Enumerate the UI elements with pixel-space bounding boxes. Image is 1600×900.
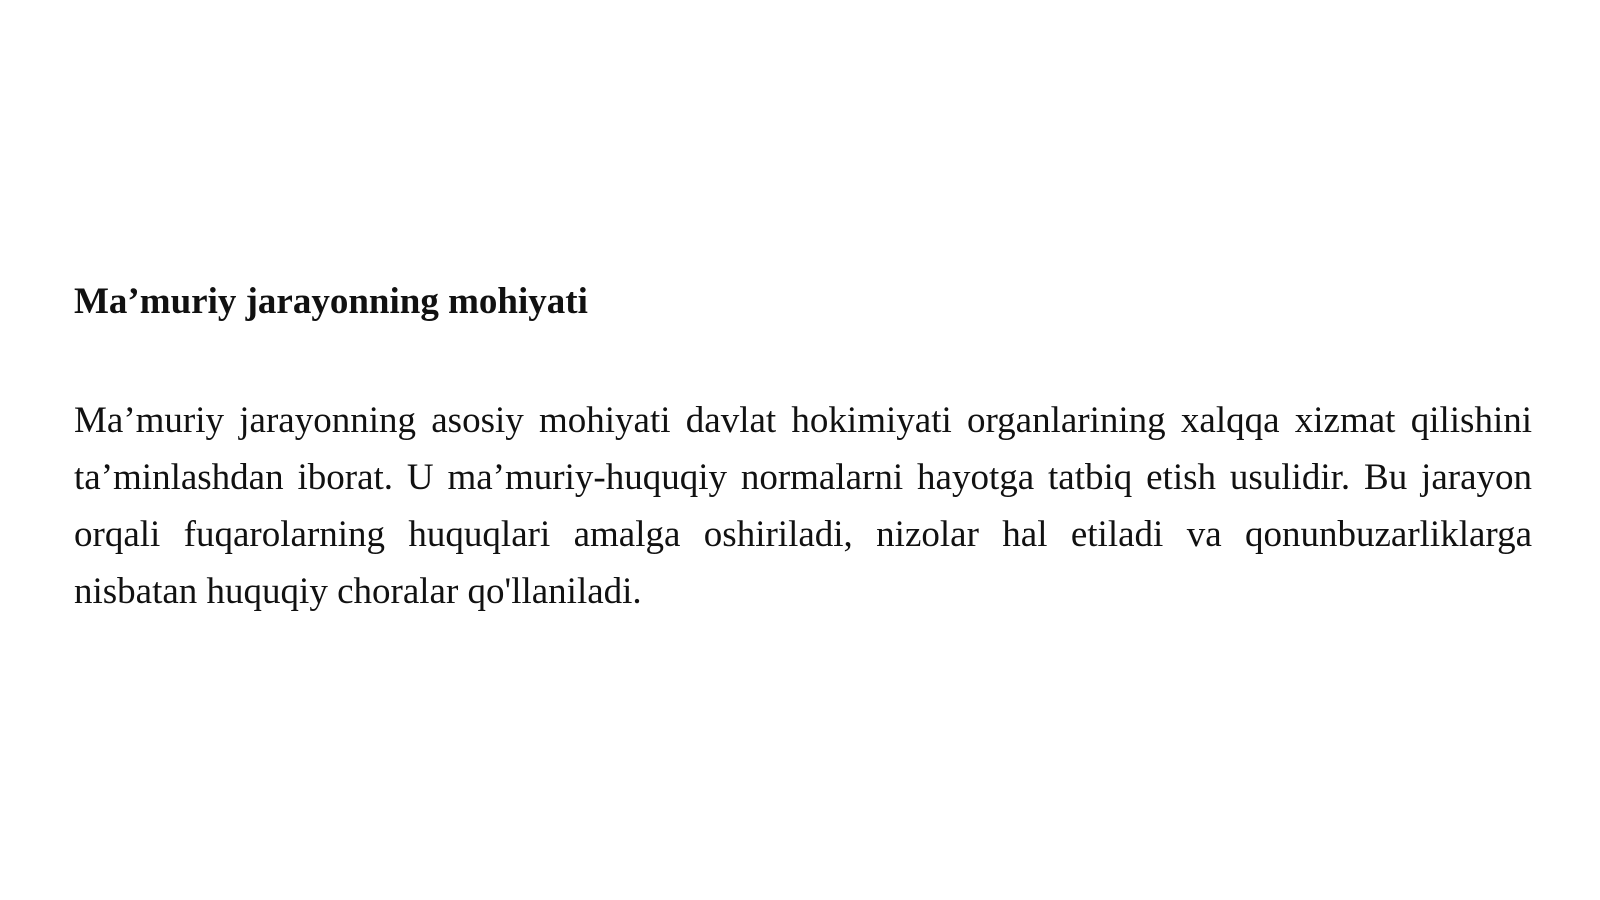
document-content — [74, 282, 1532, 620]
section-heading: Ma’muriy jarayonning mohiyati — [74, 281, 588, 322]
body-paragraph: Ma’muriy jarayonning asosiy mohiyati davlat hokimiyati organlarining xalqqa xizmat qilishini ta’minlashdan iborat. U ma’muriy-huquqiy normalarni hayotga tatbiq etish usulidir. Bu jarayon orqali fuqarolarning huquqlari amalga oshiriladi, nizolar hal etiladi va qonunbuzarliklarga nisbatan huquqiy choralar qo'llaniladi. — [74, 400, 1532, 612]
